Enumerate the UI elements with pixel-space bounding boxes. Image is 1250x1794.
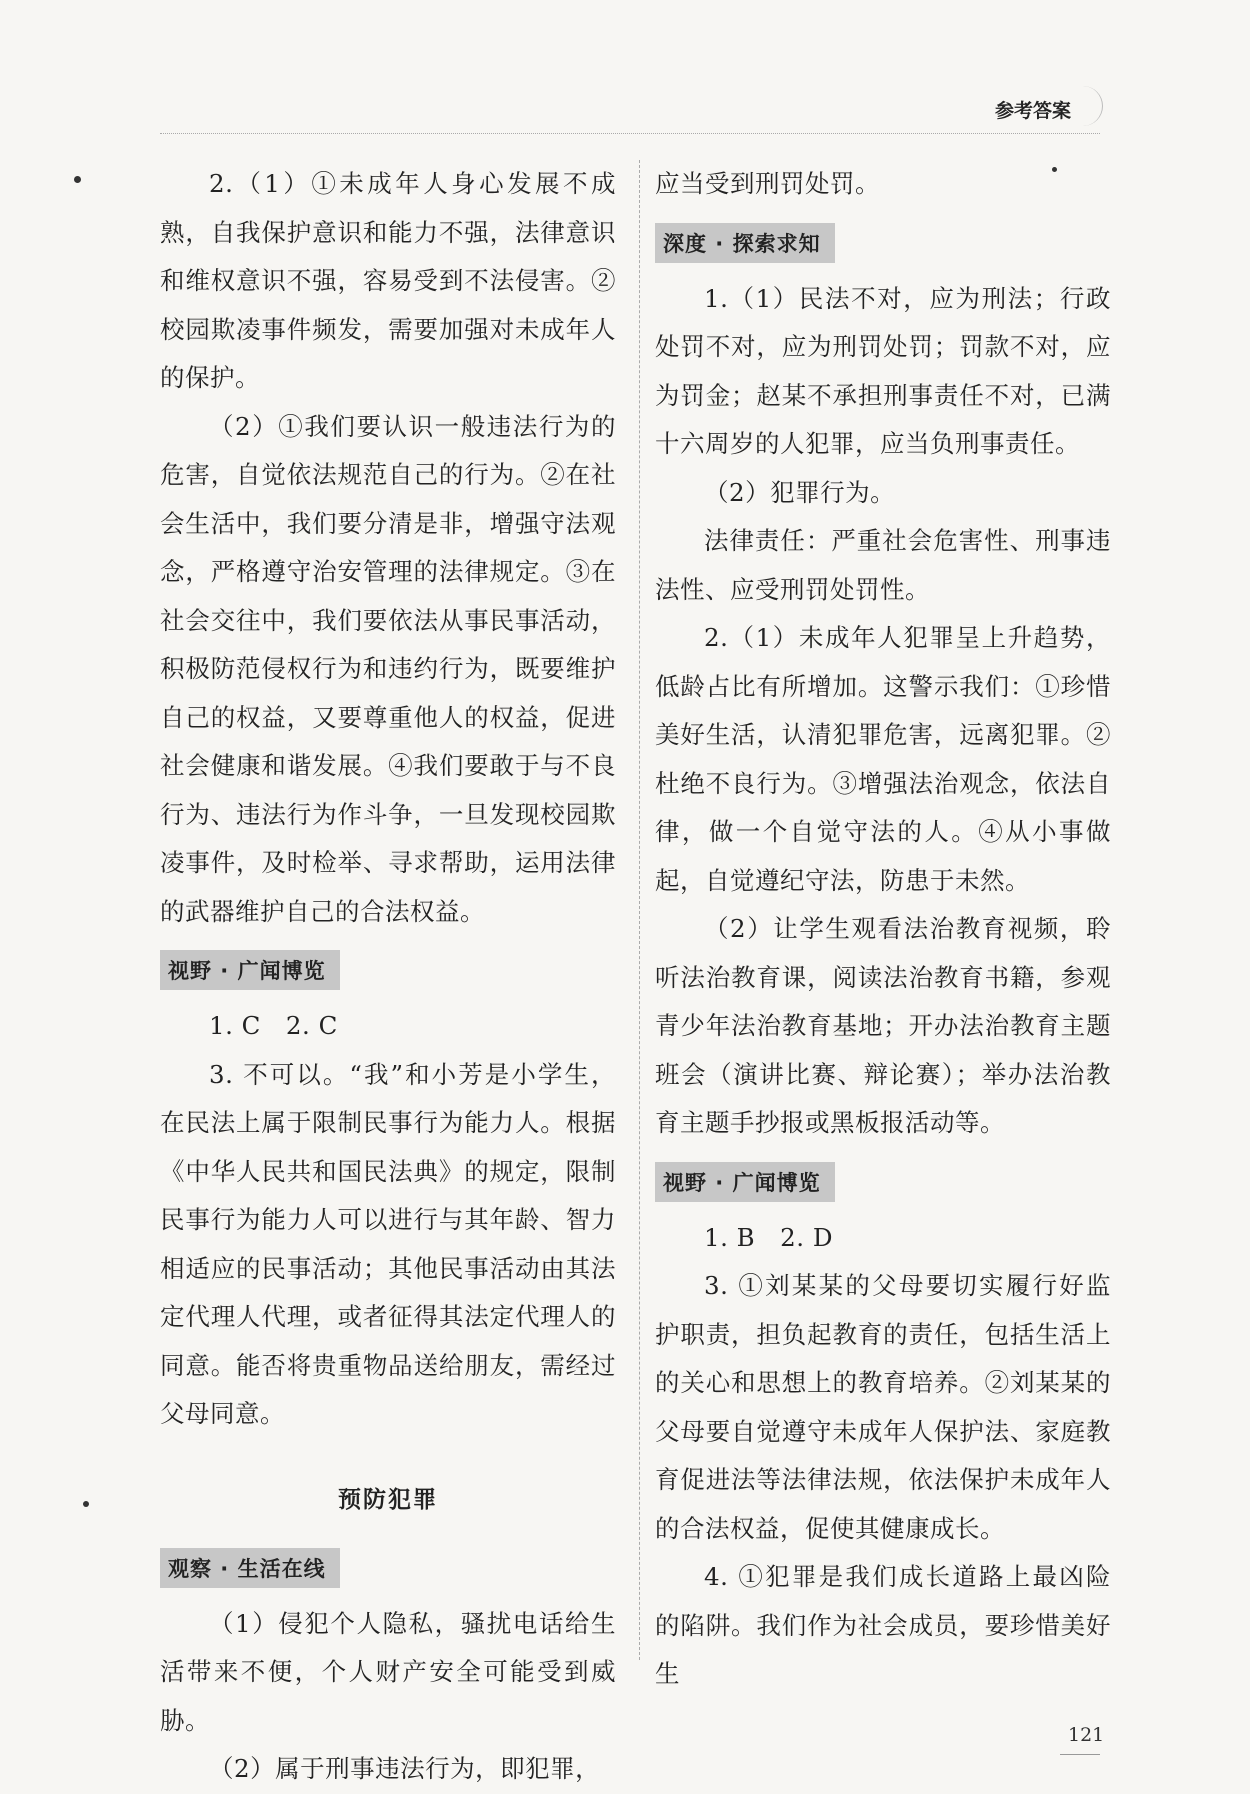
header-decoration <box>1080 86 1103 126</box>
header-label: 参考答案 <box>995 100 1072 122</box>
section-heading-depth: 深度 · 探索求知 <box>655 223 835 263</box>
scan-speck <box>74 176 81 183</box>
answer-continuation: 应当受到刑罚处罚。 <box>655 169 880 198</box>
answer-paragraph: 4. ①犯罪是我们成长道路上最凶险的陷阱。我们作为社会成员，要珍惜美好生 <box>655 1562 1111 1688</box>
chapter-title: 预防犯罪 <box>338 1486 438 1513</box>
answer-paragraph: 1. B 2. D <box>704 1222 833 1252</box>
right-column <box>655 160 1111 1699</box>
answer-paragraph: 3. ①刘某某的父母要切实履行好监护职责，担负起教育的责任，包括生活上的关心和思想上的教育培养。②刘某某的父母要自觉遵守未成年人保护法、家庭教育促进法等法律法规，依法保护未成年人的合法权益，促使其健康成长。 <box>655 1271 1111 1543</box>
section-heading-observe: 观察 · 生活在线 <box>160 1548 340 1588</box>
answer-paragraph: 1.（1）民法不对，应为刑法；行政处罚不对，应为刑罚处罚；罚款不对，应为罚金；赵某不承担刑事责任不对，已满十六周岁的人犯罪，应当负刑事责任。 <box>655 283 1111 458</box>
section-heading-vision: 视野 · 广闻博览 <box>160 950 340 990</box>
page-number: 121 <box>1068 1724 1105 1746</box>
header-rule <box>160 133 1100 134</box>
page-number-rule <box>1060 1754 1100 1755</box>
answer-paragraph: 1. C 2. C <box>209 1011 338 1040</box>
answer-paragraph: （2）属于刑事违法行为，即犯罪， <box>209 1754 601 1783</box>
answer-paragraph: 2.（1）未成年人犯罪呈上升趋势，低龄占比有所增加。这警示我们：①珍惜美好生活，认清犯罪危害，远离犯罪。②杜绝不良行为。③增强法治观念，依法自律，做一个自觉守法的人。④从小事做起，自觉遵纪守法，防患于未然。 <box>655 623 1111 895</box>
answer-paragraph: （1）侵犯个人隐私，骚扰电话给生活带来不便，个人财产安全可能受到威胁。 <box>160 1608 616 1735</box>
answer-paragraph: （2）犯罪行为。 <box>704 477 896 507</box>
answer-paragraph: 2.（1）①未成年人身心发展不成熟，自我保护意识和能力不强，法律意识和维权意识不强，容易受到不法侵害。②校园欺凌事件频发，需要加强对未成年人的保护。 <box>160 169 616 392</box>
answer-paragraph: （2）让学生观看法治教育视频，聆听法治教育课，阅读法治教育书籍，参观青少年法治教育基地；开办法治教育主题班会（演讲比赛、辩论赛）；举办法治教育主题手抄报或黑板报活动等。 <box>655 914 1111 1137</box>
scan-speck <box>83 1501 89 1507</box>
section-heading-vision: 视野 · 广闻博览 <box>655 1162 835 1202</box>
left-column <box>160 160 616 1794</box>
answer-paragraph: 3. 不可以。“我”和小芳是小学生，在民法上属于限制民事行为能力人。根据《中华人民共和国民法典》的规定，限制民事行为能力人可以进行与其年龄、智力相适应的民事活动；其他民事活动由其法定代理人代理，或者征得其法定代理人的同意。能否将贵重物品送给朋友，需经过父母同意。 <box>160 1059 616 1428</box>
answer-paragraph: 法律责任：严重社会危害性、刑事违法性、应受刑罚处罚性。 <box>655 526 1111 604</box>
column-divider <box>639 160 640 1660</box>
answer-paragraph: （2）①我们要认识一般违法行为的危害，自觉依法规范自己的行为。②在社会生活中，我们要分清是非，增强守法观念，严格遵守治安管理的法律规定。③在社会交往中，我们要依法从事民事活动，积极防范侵权行为和违约行为，既要维护自己的权益，又要尊重他人的权益，促进社会健康和谐发展。④我们要敢于与不良行为、违法行为作斗争，一旦发现校园欺凌事件，及时检举、寻求帮助，运用法律的武器维护自己的合法权益。 <box>160 411 616 926</box>
